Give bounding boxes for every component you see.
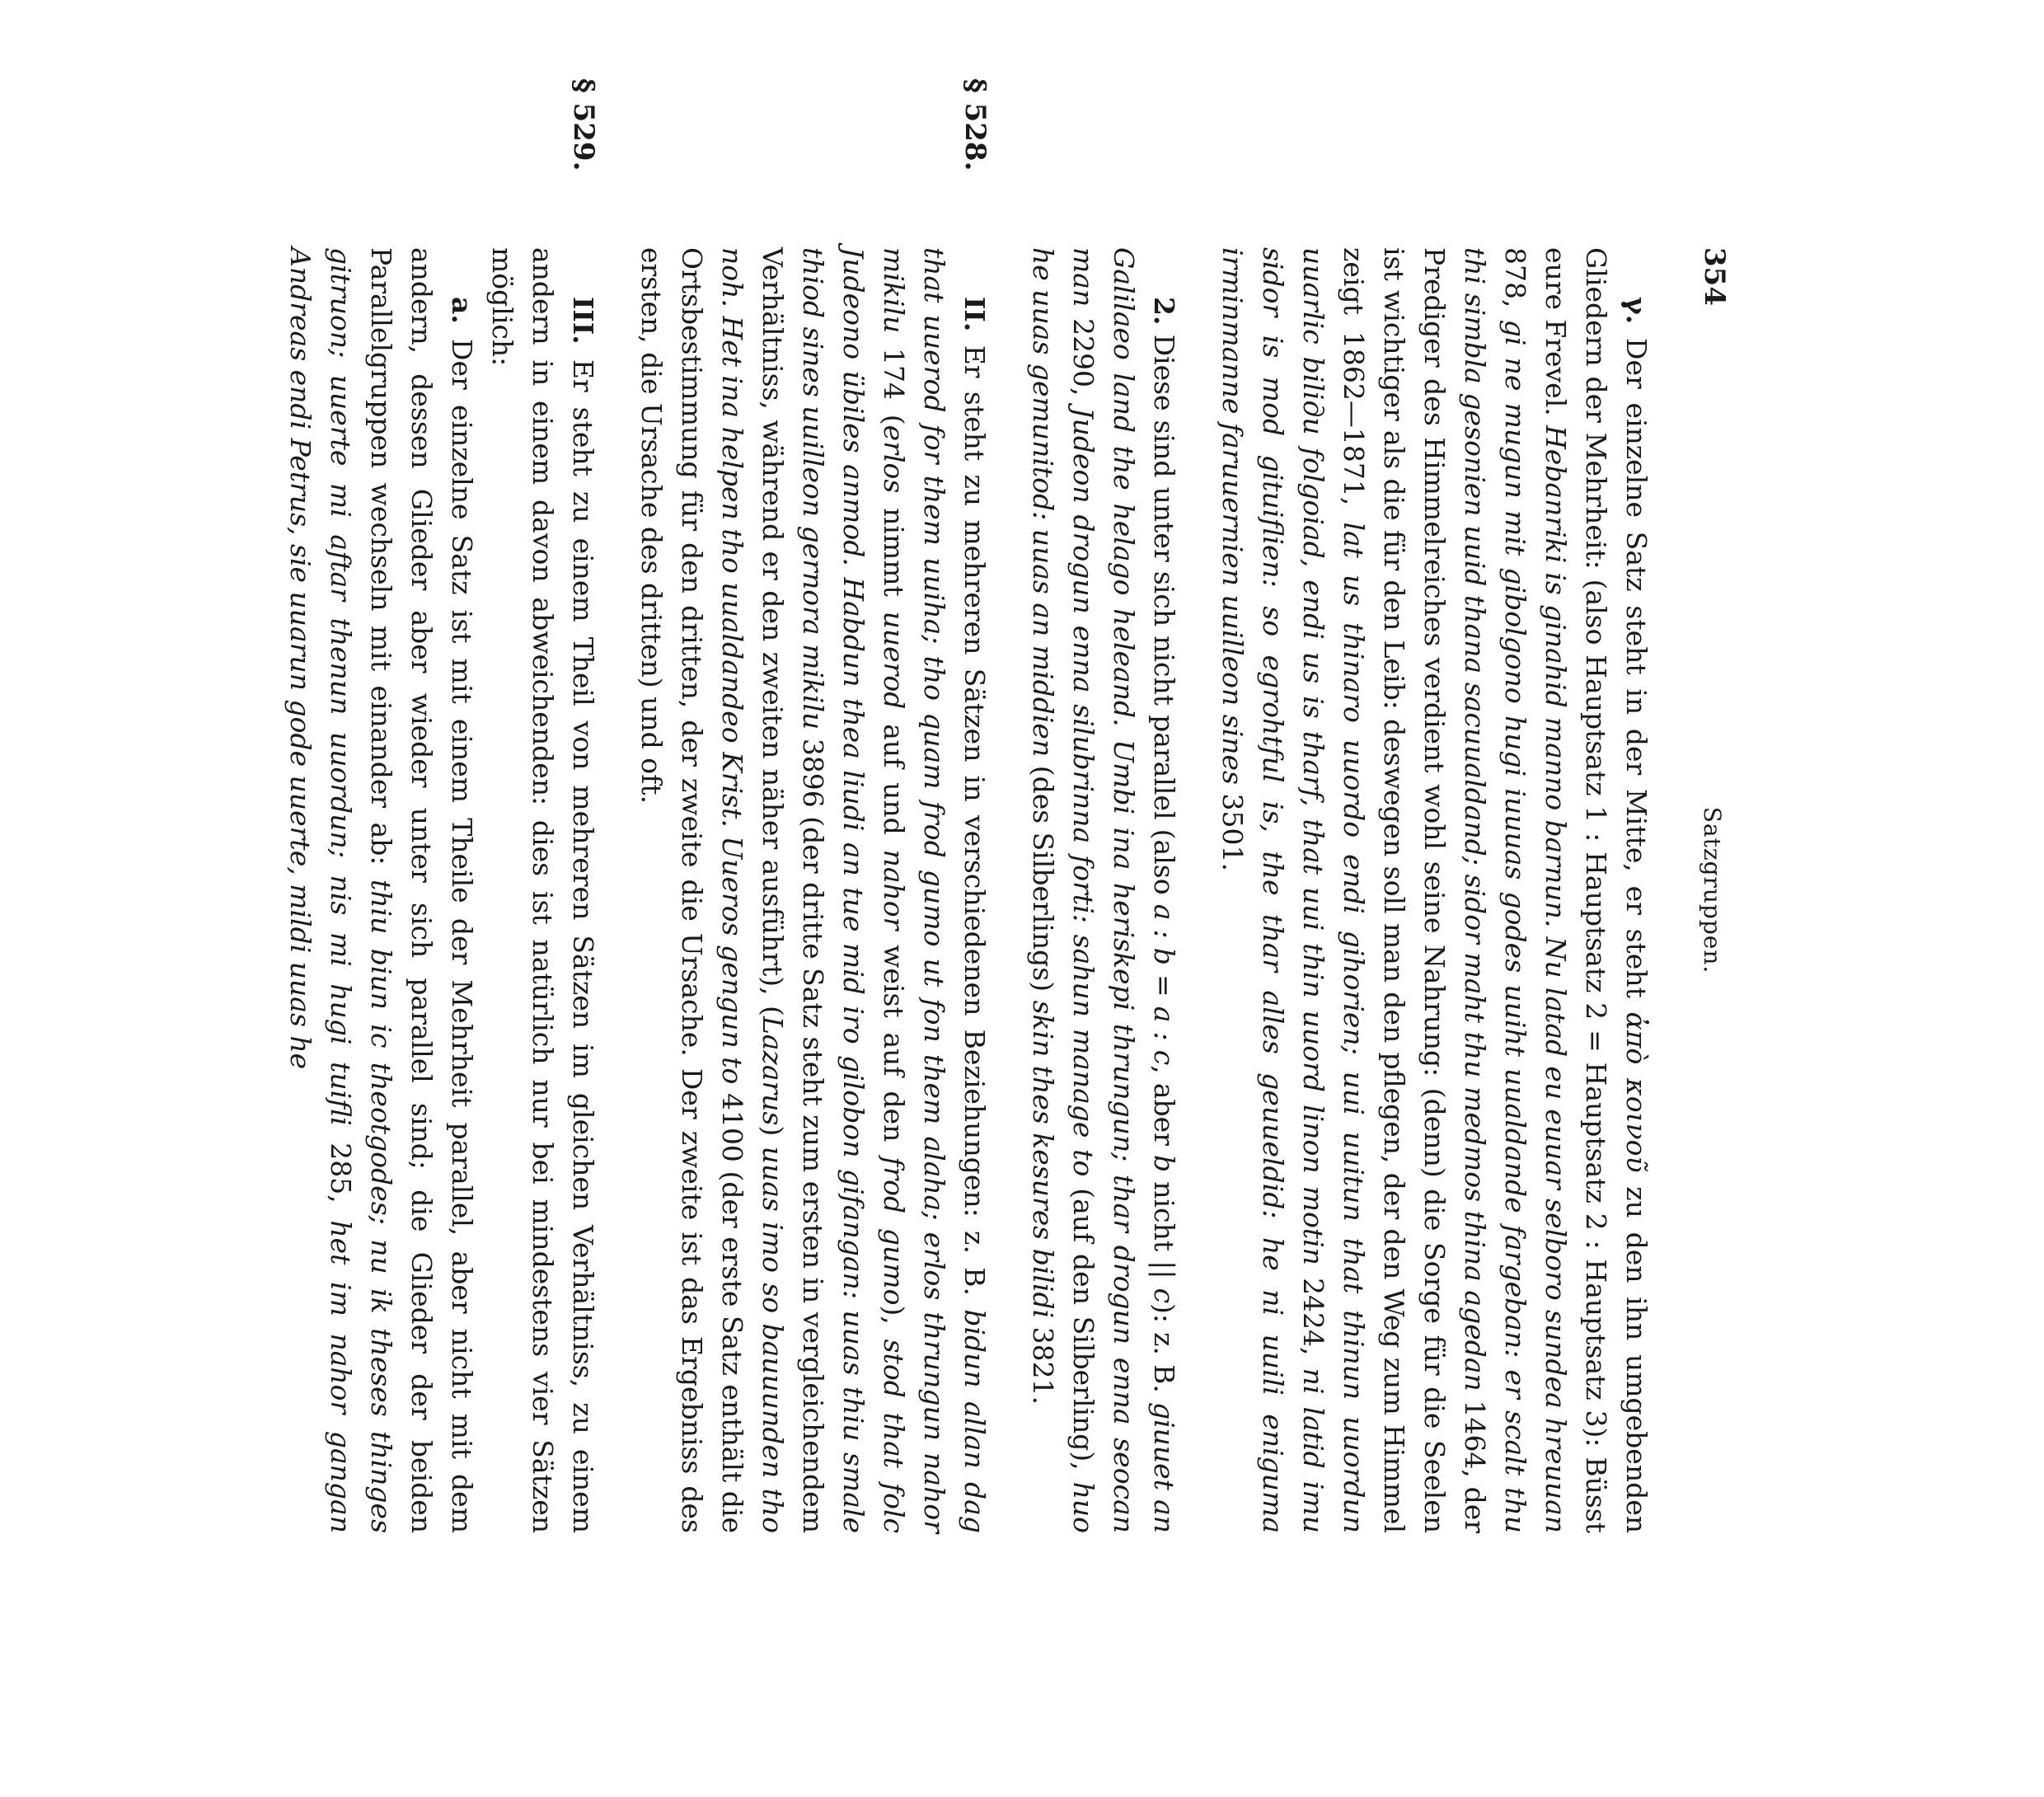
text-run: (auf den Silberling), — [1067, 1176, 1099, 1482]
text-run: ἀπὸ κοινοῦ — [1620, 1011, 1653, 1173]
text-run: auf und — [878, 709, 910, 850]
text-run: Lazarus — [757, 1016, 789, 1126]
text-run: a : b = a : c — [1148, 903, 1180, 1066]
text-run: 1464, der Prediger des Himmelreiches verdient wohl seine Nahrung: (denn) die Sorge für die Seelen ist wichtiger als die für den Leib: deswegen soll man den pflegen, der den Weg zum Himmel zeigt 1862—1871, — [1338, 247, 1491, 1534]
text-run: nicht || — [1148, 1172, 1180, 1288]
text-run: 3896 (der dritte Satz steht zum ersten in vergleichendem Verhältniss, während er den zweiten näher ausführt), ( — [757, 247, 829, 1533]
text-run: Er steht zu einem Theil von mehreren Sätzen im gleichen Verhältniss, zu einem andern in einem davon abweichenden: dies ist natürlich nur bei mindestens vier Sätzen möglich: — [486, 247, 599, 1533]
text-run: nimmt — [878, 493, 910, 612]
text-run: ), — [878, 1305, 910, 1340]
running-head — [1657, 247, 1731, 1533]
text-run: erlos — [878, 425, 910, 494]
text-run: frod gumo — [878, 1157, 910, 1306]
paragraph-gamma — [1212, 247, 1657, 1533]
paragraph-529-a — [280, 247, 482, 1533]
text-run: , aber — [1148, 1065, 1180, 1156]
text-run: giuuet an Galilaeo land the helago heleand. Umbi ina heriskepi thrungun; thar drogun enna seocan man — [1067, 247, 1180, 1534]
text-run: lat us thinaro uuordo endi gihorien; uui uuitun that thinun uuordun uuarlic biliди folgoiad, endi us is tharf, that uui thin uuord linon motin — [1297, 247, 1370, 1533]
text-run: ): z. B. — [1148, 1303, 1180, 1402]
text-run: het im nahor gangan Andreas endi Petrus, sie uuarun gode uuerte, mildi uuas he — [284, 247, 357, 1533]
text-run: Judeon drogun enna silubrinna forti: sahun manage to — [1067, 407, 1099, 1177]
text-run: bidun allan dag that uuerod for them uuiha; tho quam frod gumo ut fon them alaha; erlos thrungun nahor mikilu — [878, 247, 991, 1533]
paragraph-gap — [1184, 247, 1212, 1533]
text-run: III. — [567, 297, 599, 345]
text-run: zu den ihn umgebenden Gliedern der Mehrheit: (also Hauptsatz 1 : Hauptsatz 2 = Hauptsatz 2 : Hauptsatz 3): Büsst eure Frevel. — [1540, 247, 1653, 1533]
running-title: Satzgruppen. — [1699, 806, 1726, 974]
text-run: 2. — [1148, 297, 1180, 326]
printed-page — [284, 0, 1797, 1797]
text-run: c — [1148, 1288, 1180, 1304]
paragraph-gap — [603, 247, 631, 1533]
text-run: uuerod — [878, 611, 910, 710]
text-run: ) — [757, 1125, 789, 1147]
text-run: 3501. — [1217, 785, 1249, 871]
text-run: Der einzelne Satz ist mit einem Theile der Mehrheit parallel, aber nicht mit dem andern, dessen Glieder aber wieder unter sich parallel sind; die Glieder der beiden Parallelgruppen wechseln mit einander ab: — [365, 247, 478, 1533]
body-text — [280, 78, 1657, 1534]
text-run: 174 ( — [878, 333, 910, 425]
text-run: stod that folc Judeono übiles anmod. Habdun thea liudi an tue mid iro gilobon gifangan: uuas thiu smale thiod sines uuilleon gernora mikilu — [797, 247, 910, 1533]
text-run: 2290, — [1067, 307, 1099, 408]
text-run: 878, — [1499, 247, 1531, 320]
text-run: weist auf den — [878, 930, 910, 1157]
text-run: 285, — [325, 1125, 357, 1221]
text-run: nahor — [878, 849, 910, 931]
paragraph-2 — [1023, 247, 1184, 1533]
paragraph-gap — [995, 247, 1023, 1533]
text-run: 3821. — [1027, 1318, 1059, 1405]
text-run: Der einzelne Satz steht in der Mitte, er steht — [1620, 324, 1653, 1012]
text-run: b — [1148, 1155, 1180, 1173]
text-run: huo he uuas gemunitod: uuas an middien — [1027, 247, 1099, 1534]
text-run: a. — [446, 297, 478, 324]
section-label-529: § 529. — [567, 78, 600, 171]
text-run: II. — [959, 297, 991, 332]
text-run: thiu biun ic theotgodes; nu ik theses thinges gitruon; uuerte mi aftar thenun uuordun; nis mi hugi tuifli — [325, 247, 397, 1534]
text-run: Er steht zu mehreren Sätzen in verschiedenen Beziehungen: z. B. — [959, 331, 991, 1310]
paragraph-529 — [482, 78, 603, 1533]
text-run: Diese sind unter sich nicht parallel (also — [1148, 325, 1180, 904]
text-run: skin thes kesures bilidi — [1027, 1000, 1059, 1319]
text-run: ni latid imu sidor is mod gituiflien: so egrohtful is, the thar alles geuueldid: he ni uuili eniguma irminmanne faruuernien uuilleon sines — [1217, 247, 1329, 1533]
page-number: 354 — [1698, 247, 1731, 306]
text-run: Hebanriki is ginahid manno barnun. Nu latad eu euuar selboro sundea hreuuan — [1540, 425, 1572, 1534]
text-run: (des Silberlings) — [1027, 757, 1059, 1001]
text-run: 2424, — [1297, 1264, 1329, 1368]
page-content — [280, 78, 1731, 1534]
text-run: γ. — [1620, 297, 1653, 325]
text-run: uuas imo so bauuunden tho noh. Het ina helpen tho uualdandeo Krist. Uueros gengun to — [716, 247, 789, 1533]
text-run: 4100 (der erste Satz enthält die Ortsbestimmung für den dritten, der zweite die Ursache. Der zweite ist das Ergebniss des ersten, die Ursache des dritten) und oft. — [635, 247, 748, 1533]
text-run: gi ne mugun mit gibolgono hugi iuuuas godes uuiht uualdande fargeban: er scalt thu thi simbla gesonien uuid thana sacuualdand; sidor maht thu medmos thina agedan — [1459, 247, 1531, 1534]
paragraph-528 — [631, 78, 995, 1533]
section-label-528: § 528. — [959, 78, 992, 171]
